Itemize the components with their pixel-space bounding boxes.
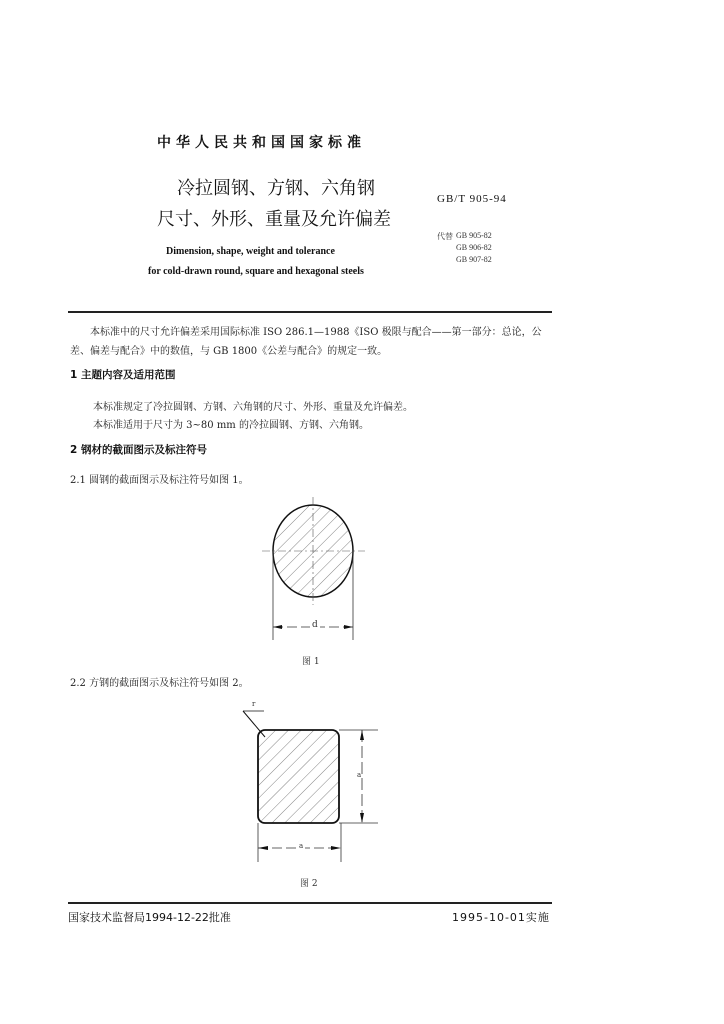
figure-2-square-section: [243, 711, 378, 862]
figure-2-side-a: a: [357, 771, 362, 779]
title-cn-line1: 冷拉圆钢、方钢、六角钢: [177, 178, 375, 199]
replaces-item: GB 905-82: [456, 231, 492, 240]
title-cn-line2: 尺寸、外形、重量及允许偏差: [157, 209, 391, 230]
figure-1-dimension-d: d: [312, 620, 318, 630]
replaces-item: GB 906-82: [456, 243, 492, 252]
national-standard-heading: 中华人民共和国国家标准: [157, 135, 366, 151]
replaces-label: 代替: [437, 232, 453, 241]
intro-line1: 本标准中的尺寸允许偏差采用国际标准 ISO 286.1—1988《ISO 极限与配合——第一部分：总论，公: [90, 327, 542, 338]
section1-heading: 1 主题内容及适用范围: [70, 369, 176, 381]
replaces-item: GB 907-82: [456, 255, 492, 264]
figure-2-caption: 图 2: [300, 879, 318, 889]
standard-code: GB/T 905-94: [437, 193, 507, 205]
section1-line1: 本标准规定了冷拉圆钢、方钢、六角钢的尺寸、外形、重量及允许偏差。: [93, 402, 413, 413]
section2-heading: 2 钢材的截面图示及标注符号: [70, 444, 207, 456]
approval-date: 国家技术监督局1994-12-22批准: [68, 911, 231, 924]
title-en-line2: for cold-drawn round, square and hexagonal steels: [148, 266, 364, 277]
figure-2-bottom-a: a: [299, 842, 304, 850]
figure-1-round-section: [262, 497, 365, 640]
figure-2-radius-label: r: [252, 700, 256, 708]
section1-line2: 本标准适用于尺寸为 3~80 mm 的冷拉圆钢、方钢、六角钢。: [93, 420, 369, 431]
title-en-line1: Dimension, shape, weight and tolerance: [166, 246, 335, 257]
section2-1-text: 2.1 圆钢的截面图示及标注符号如图 1。: [70, 475, 249, 486]
footer-divider: [68, 902, 552, 904]
section2-2-text: 2.2 方钢的截面图示及标注符号如图 2。: [70, 678, 249, 689]
figure-1-caption: 图 1: [302, 657, 320, 667]
effective-date: 1995-10-01实施: [452, 911, 550, 924]
intro-line2: 差、偏差与配合》中的数值，与 GB 1800《公差与配合》的规定一致。: [70, 346, 388, 357]
